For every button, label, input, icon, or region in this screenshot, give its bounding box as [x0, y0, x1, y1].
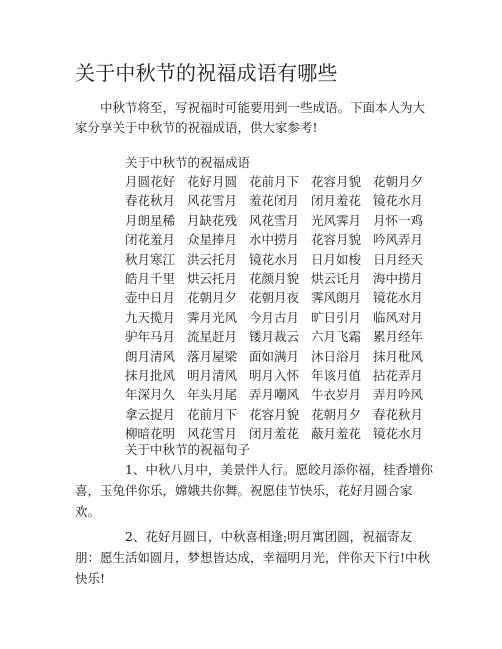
idiom-item: 霁风朗月: [311, 290, 362, 306]
idiom-item: 拈花弄月: [373, 367, 424, 383]
idiom-item: 朗月清风: [125, 348, 176, 364]
idiom-item: 闭月羞花: [249, 426, 300, 442]
idiom-item: 众星捧月: [187, 232, 238, 248]
idiom-item: 风花雪月: [187, 193, 238, 209]
idiom-item: 九天揽月: [125, 309, 176, 325]
idiom-item: 月缺花残: [187, 212, 238, 228]
idiom-row: [125, 385, 435, 404]
idiom-item: 流星赶月: [187, 329, 238, 345]
idiom-item: 蔽月羞花: [311, 426, 362, 442]
idiom-row: [125, 405, 435, 424]
idiom-item: 沐日浴月: [311, 348, 362, 364]
idiom-item: 年该月值: [311, 367, 362, 383]
idiom-item: 今月古月: [249, 309, 300, 325]
idiom-item: 日月经天: [373, 251, 424, 267]
idiom-item: 镜花水月: [373, 426, 424, 442]
idiom-item: 抹月秕风: [373, 348, 424, 364]
idiom-item: 弄月吟风: [373, 387, 424, 403]
idiom-item: 羞花闭月: [249, 193, 300, 209]
idiom-item: 风花雪月: [249, 212, 300, 228]
idiom-item: 皓月千里: [125, 270, 176, 286]
idiom-row: [125, 308, 435, 327]
blessing-paragraph: 2、花好月圆日，中秋喜相逢;明月寓团圆，祝福寄友朋：愿生活如圆月，梦想皆达成，幸福明月光，伴你天下行!中秋快乐!: [75, 529, 431, 586]
idiom-item: 花前月下: [187, 406, 238, 422]
idiom-item: 弄月嘲风: [249, 387, 300, 403]
idiom-item: 花容月貌: [249, 406, 300, 422]
idiom-item: 风花雪月: [187, 426, 238, 442]
idiom-row: [125, 269, 435, 288]
idiom-row: [125, 211, 435, 230]
idiom-item: 镜花水月: [373, 290, 424, 306]
idiom-item: 花朝月夕: [373, 174, 424, 189]
idiom-item: 明月入怀: [249, 367, 300, 383]
page-title: 关于中秋节的祝福成语有哪些: [75, 61, 338, 85]
idiom-item: 抹月批风: [125, 367, 176, 383]
idiom-row: [125, 172, 435, 191]
idiom-item: 落月屋梁: [187, 348, 238, 364]
idiom-list: [125, 172, 435, 443]
idiom-item: 六月飞霜: [311, 329, 362, 345]
idiom-item: 花朝月夕: [311, 406, 362, 422]
idiom-row: [125, 191, 435, 210]
idiom-item: 秋月寒江: [125, 251, 176, 267]
idiom-item: 春花秋月: [125, 193, 176, 209]
idiom-item: 洪云托月: [187, 251, 238, 267]
idiom-item: 春花秋月: [373, 406, 424, 422]
idiom-item: 光风霁月: [311, 212, 362, 228]
idiom-item: 驴年马月: [125, 329, 176, 345]
idiom-item: 镂月裁云: [249, 329, 300, 345]
idiom-item: 花朝月夜: [249, 290, 300, 306]
idiom-item: 面如满月: [249, 348, 300, 364]
idiom-item: 水中捞月: [249, 232, 300, 248]
idiom-item: 镜花水月: [373, 193, 424, 209]
idiom-row: [125, 250, 435, 269]
blessing-list: [75, 459, 435, 593]
sentences-heading: 关于中秋节的祝福句子: [125, 442, 251, 457]
idiom-item: 月怀一鸡: [373, 212, 424, 228]
idiom-item: 花前月下: [249, 174, 300, 189]
idiom-item: 霁月光风: [187, 309, 238, 325]
idiom-item: 花容月貌: [311, 232, 362, 248]
idiom-item: 闭月羞花: [311, 193, 362, 209]
idiom-item: 海中捞月: [373, 270, 424, 286]
idiom-item: 烘云讬月: [311, 270, 362, 286]
idiom-row: [125, 288, 435, 307]
idiom-item: 柳暗花明: [125, 426, 176, 442]
idiom-item: 牛衣岁月: [311, 387, 362, 403]
intro-paragraph: 中秋节将至，写祝福时可能要用到一些成语。下面本人为大家分享关于中秋节的祝福成语，供大家参考!: [75, 100, 426, 135]
idiom-item: 花容月貌: [311, 174, 362, 189]
idiom-item: 月朗星稀: [125, 212, 176, 228]
idiom-item: 镜花水月: [249, 251, 300, 267]
idiom-item: 吟风弄月: [373, 232, 424, 248]
idiom-item: 烘云托月: [187, 270, 238, 286]
idiom-item: 旷日引月: [311, 309, 362, 325]
idiom-item: 壶中日月: [125, 290, 176, 306]
idiom-item: 拿云捉月: [125, 406, 176, 422]
blessing-paragraph: 1、中秋八月中，美景伴人行。愿皎月添你福，桂香增你喜，玉兔伴你乐，嫦娥共你舞。祝愿佳节快乐，花好月圆合家欢。: [75, 462, 433, 519]
idiom-item: 月圆花好: [125, 174, 176, 189]
idiom-row: [125, 230, 435, 249]
idiom-item: 明月清风: [187, 367, 238, 383]
idiom-item: 花朝月夕: [187, 290, 238, 306]
idiom-item: 年深月久: [125, 387, 176, 403]
idiom-item: 年头月尾: [187, 387, 238, 403]
idiom-row: [125, 366, 435, 385]
idiom-row: [125, 327, 435, 346]
idiom-row: [125, 347, 435, 366]
idiom-item: 花颜月貌: [249, 270, 300, 286]
idioms-heading: 关于中秋节的祝福成语: [125, 155, 251, 170]
idiom-item: 花好月圆: [187, 174, 238, 189]
idiom-item: 日月如梭: [311, 251, 362, 267]
idiom-item: 闭花羞月: [125, 232, 176, 248]
idiom-item: 临风对月: [373, 309, 424, 325]
idiom-item: 累月经年: [373, 329, 424, 345]
